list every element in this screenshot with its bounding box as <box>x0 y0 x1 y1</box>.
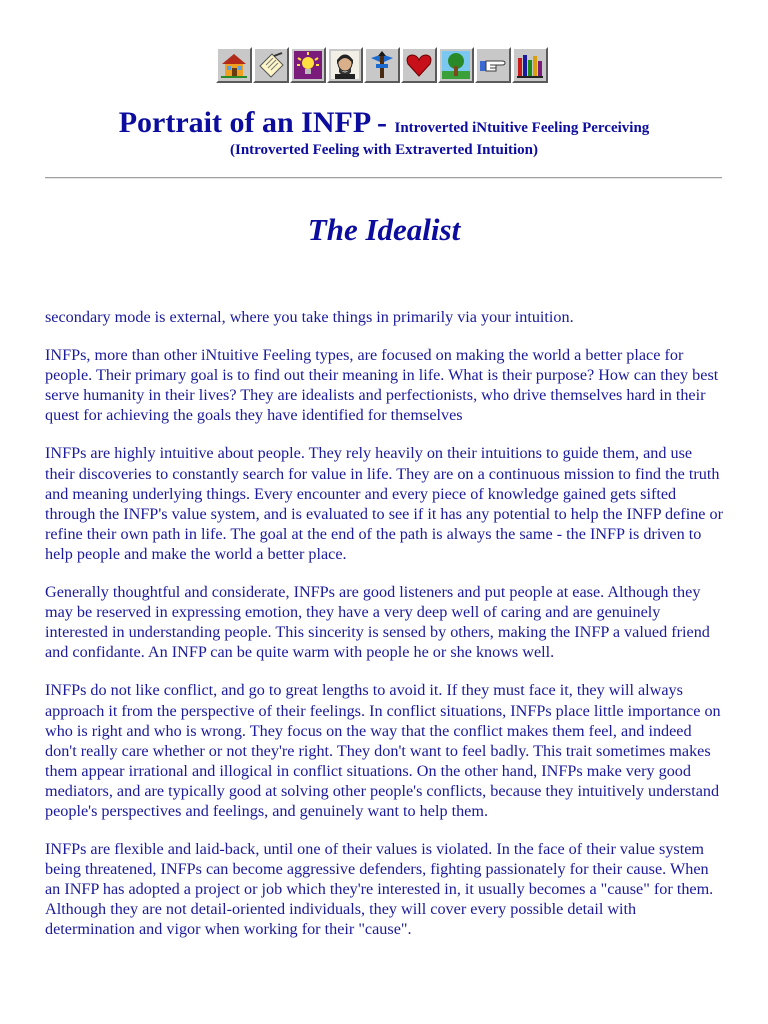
pointing-hand-icon <box>478 50 508 80</box>
horizontal-divider <box>45 177 722 179</box>
home-icon <box>219 50 249 80</box>
paragraph: secondary mode is external, where you take things in primarily via your intuition. <box>45 308 574 326</box>
nav-button-lightbulb[interactable] <box>290 47 326 83</box>
paragraph: INFPs are highly intuitive about people. They rely heavily on their intuitions to guide them, and use their discoveries to constantly search for value in life. They are on a continuous mission to find the truth and meaning underlying things. Every encounter and every piece of knowledge gained gets sifted through the INFP's value system, and is evaluated to see if it has any potential to help the INFP define or refine their own path in life. The goal at the end of the path is always the same - the INFP is driven to help people and make the world a better place. <box>45 444 724 563</box>
document-icon <box>256 50 286 80</box>
article-body <box>45 307 725 958</box>
nav-button-signpost[interactable] <box>364 47 400 83</box>
nav-button-pointing-hand[interactable] <box>475 47 511 83</box>
heart-icon <box>404 50 434 80</box>
paragraph: Generally thoughtful and considerate, INFPs are good listeners and put people at ease. Although they may be reserved in expressing emotion, they have a very deep well of caring and are genuinely interested in understanding people. This sincerity is sensed by others, making the INFP a valued friend and confidante. An INFP can be quite warm with people he or she knows well. <box>45 583 710 662</box>
page-title-type: Introverted iNtuitive Feeling Perceiving <box>394 120 650 136</box>
page-title-main: Portrait of an INFP - <box>118 106 395 139</box>
paragraph: INFPs do not like conflict, and go to great lengths to avoid it. If they must face it, they will always approach it from the perspective of their feelings. In conflict situations, INFPs place little importance on who is right and who is wrong. They focus on the way that the conflict makes them feel, and indeed don't really care whether or not they're right. They don't want to feel badly. This trait sometimes makes them appear irrational and illogical in conflict situations. On the other hand, INFPs make very good mediators, and are typically good at solving other people's conflicts, because they intuitively understand people's perspectives and feelings, and genuinely want to help them. <box>45 681 721 820</box>
lightbulb-icon <box>293 50 323 80</box>
books-icon <box>515 50 545 80</box>
section-heading: The Idealist <box>307 212 461 247</box>
portrait-icon <box>330 50 360 80</box>
nav-button-books[interactable] <box>512 47 548 83</box>
paragraph: INFPs, more than other iNtuitive Feeling types, are focused on making the world a better place for people. Their primary goal is to find out their meaning in life. What is their purpose? How can they best serve humanity in their lives? They are idealists and perfectionists, who drive themselves hard in their quest for achieving the goals they have identified for themselves <box>45 346 719 425</box>
tree-icon <box>441 50 471 80</box>
nav-button-heart[interactable] <box>401 47 437 83</box>
nav-button-tree[interactable] <box>438 47 474 83</box>
signpost-icon <box>367 50 397 80</box>
nav-button-home[interactable] <box>216 47 252 83</box>
nav-button-document[interactable] <box>253 47 289 83</box>
icon-navigation-bar <box>216 47 548 83</box>
nav-button-portrait[interactable] <box>327 47 363 83</box>
page-subtitle: (Introverted Feeling with Extraverted Intuition) <box>229 142 538 158</box>
paragraph: INFPs are flexible and laid-back, until one of their values is violated. In the face of their value system being threatened, INFPs can become aggressive defenders, fighting passionately for their cause. When an INFP has adopted a project or job which they're interested in, it usually becomes a "cause" for them. Although they are not detail-oriented individuals, they will cover every possible detail with determination and vigor when working for their "cause". <box>45 840 714 939</box>
page-title <box>0 106 768 140</box>
